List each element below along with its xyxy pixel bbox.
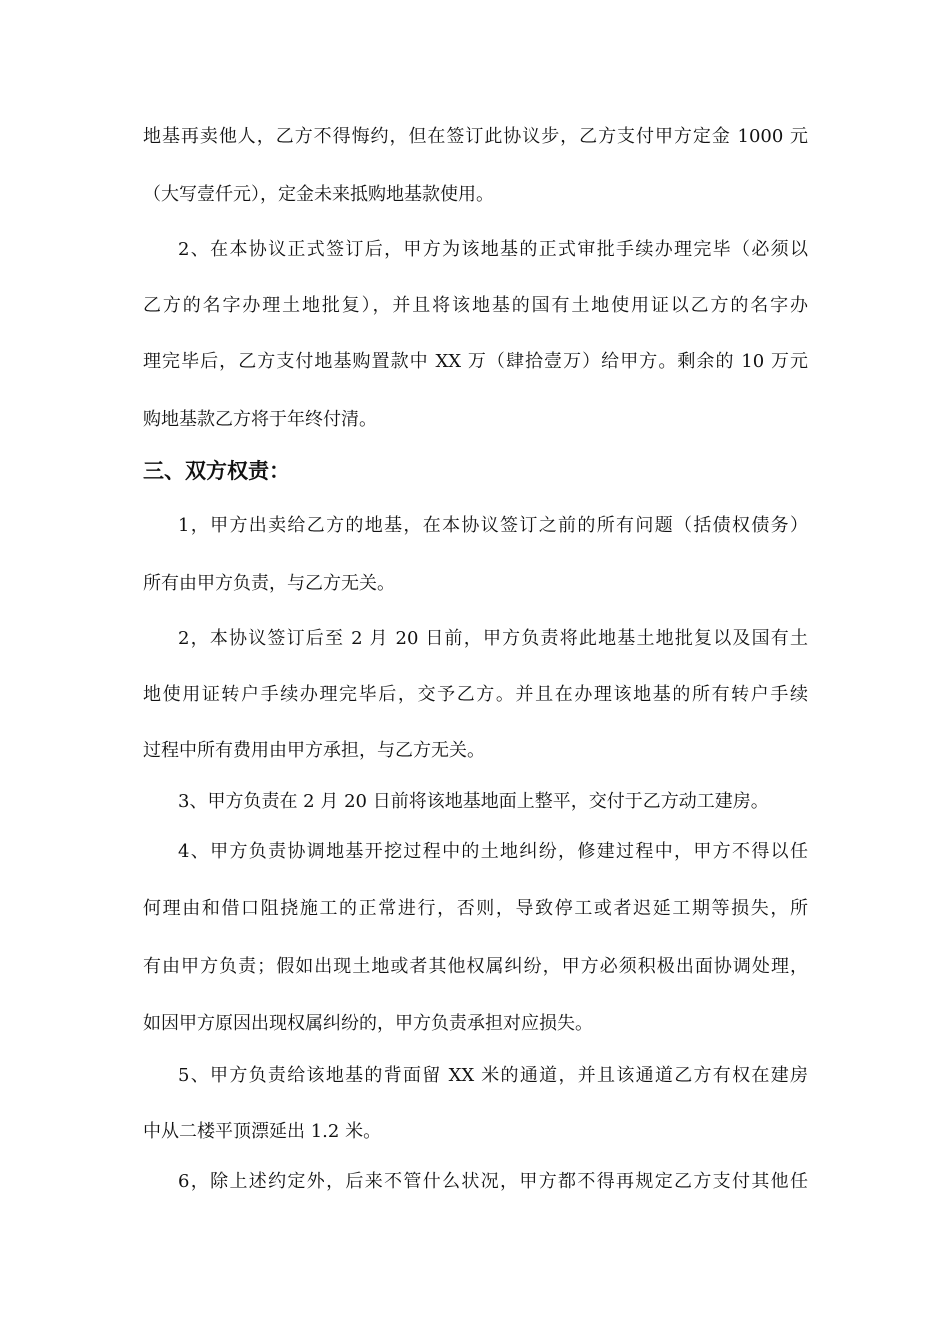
text-line: 如因甲方原因出现权属纠纷的，甲方负责承担对应损失。 xyxy=(143,1013,593,1034)
text-line: 地基再卖他人，乙方不得悔约，但在签订此协议步，乙方支付甲方定金 1000 元 xyxy=(143,126,808,147)
text-line: 6，除上述约定外，后来不管什么状况，甲方都不得再规定乙方支付其他任 xyxy=(178,1171,808,1192)
text-line: 2，本协议签订后至 2 月 20 日前，甲方负责将此地基土地批复以及国有土 xyxy=(178,628,808,649)
text-line: 乙方的名字办理土地批复），并且将该地基的国有土地使用证以乙方的名字办 xyxy=(143,295,808,316)
text-line: 有由甲方负责；假如出现土地或者其他权属纠纷，甲方必须积极出面协调处理， xyxy=(143,956,808,977)
text-line: （大写壹仟元），定金未来抵购地基款使用。 xyxy=(143,184,494,205)
text-line: 5、甲方负责给该地基的背面留 XX 米的通道，并且该通道乙方有权在建房 xyxy=(178,1065,808,1086)
text-line: 1，甲方出卖给乙方的地基，在本协议签订之前的所有问题（括债权债务） xyxy=(178,515,808,536)
text-line: 4、甲方负责协调地基开挖过程中的土地纠纷，修建过程中，甲方不得以任 xyxy=(178,841,808,862)
section-heading: 三、双方权责： xyxy=(143,459,290,483)
text-line: 2、在本协议正式签订后，甲方为该地基的正式审批手续办理完毕（必须以 xyxy=(178,239,808,260)
text-line: 理完毕后，乙方支付地基购置款中 XX 万（肆拾壹万）给甲方。剩余的 10 万元 xyxy=(143,351,808,372)
text-line: 所有由甲方负责，与乙方无关。 xyxy=(143,573,395,594)
text-line: 何理由和借口阻挠施工的正常进行，否则，导致停工或者迟延工期等损失，所 xyxy=(143,898,808,919)
text-line: 中从二楼平顶漂延出 1.2 米。 xyxy=(143,1121,382,1142)
text-line: 购地基款乙方将于年终付清。 xyxy=(143,409,377,430)
text-line: 3、甲方负责在 2 月 20 日前将该地基地面上整平，交付于乙方动工建房。 xyxy=(178,791,769,812)
text-line: 地使用证转户手续办理完毕后，交予乙方。并且在办理该地基的所有转户手续 xyxy=(143,684,808,705)
text-line: 过程中所有费用由甲方承担，与乙方无关。 xyxy=(143,740,485,761)
